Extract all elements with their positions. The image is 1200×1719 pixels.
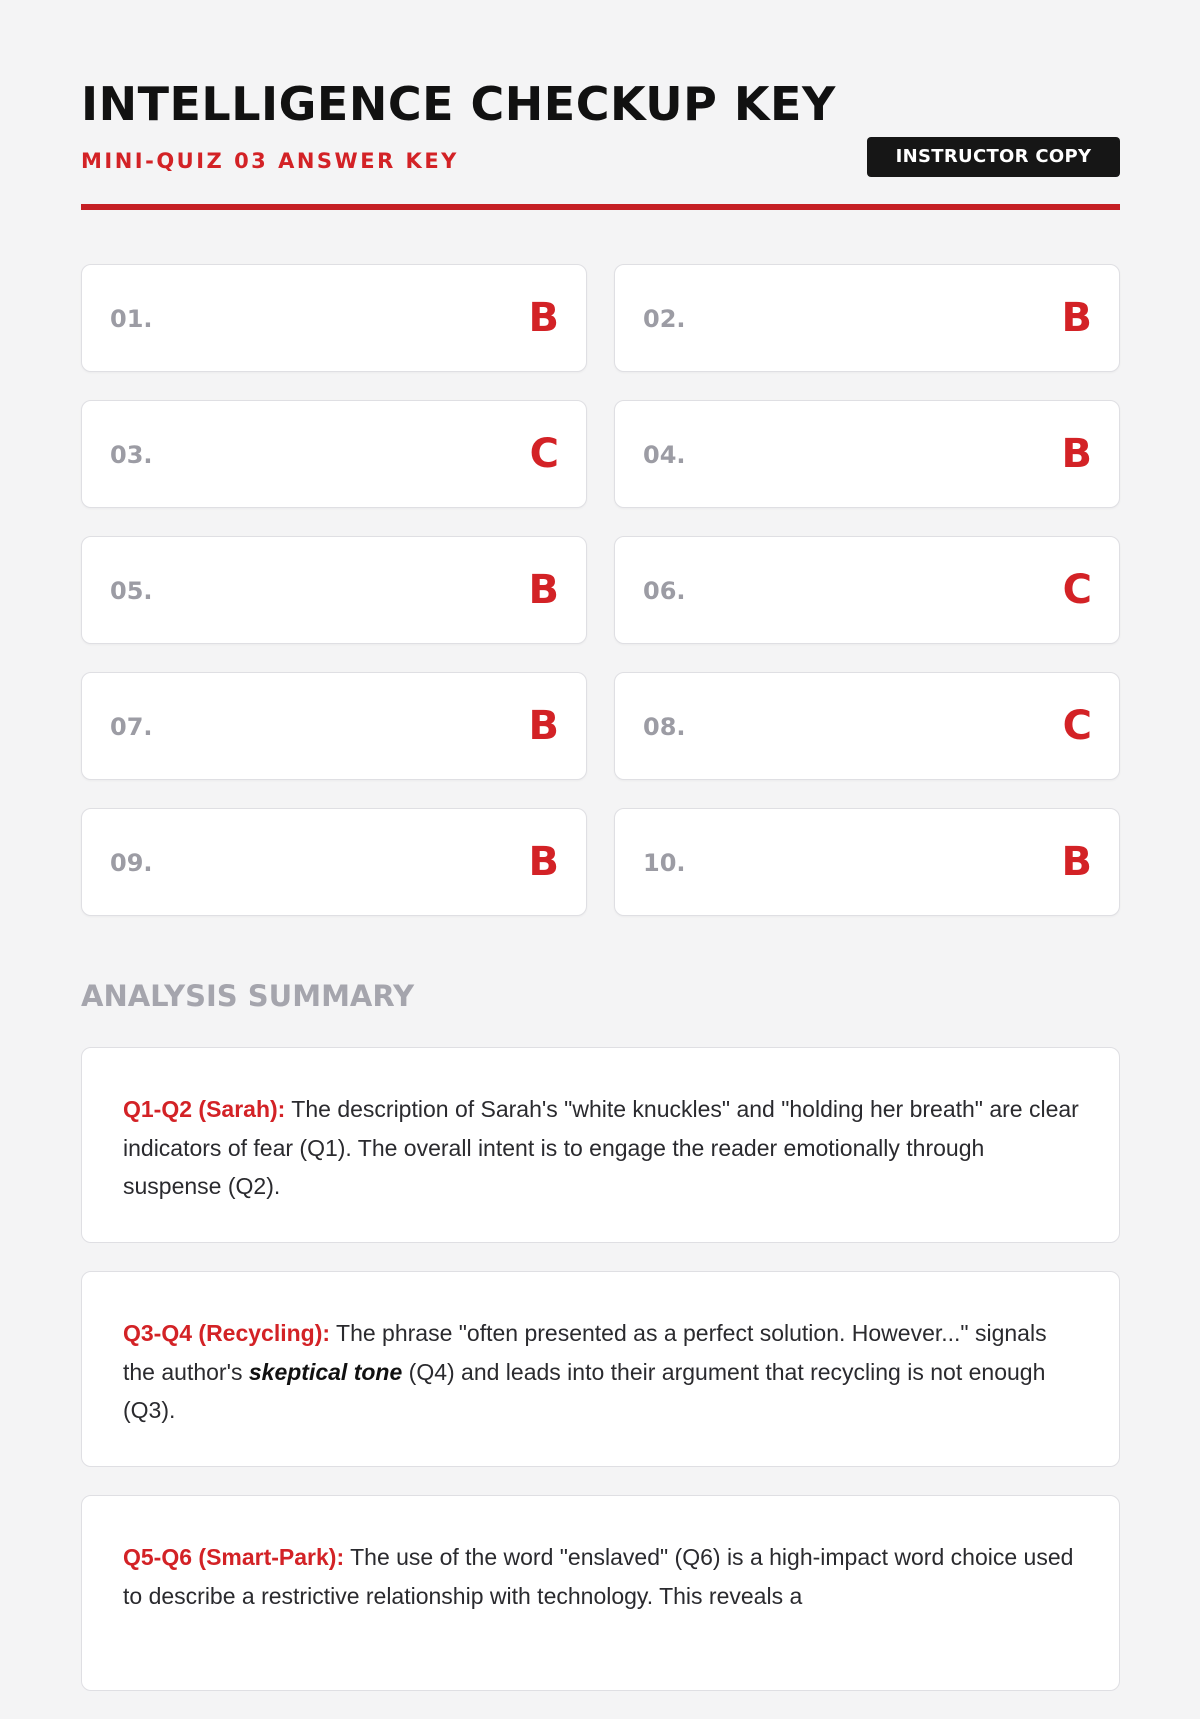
analysis-label: Q3-Q4 (Recycling): xyxy=(123,1320,331,1346)
answer-letter: C xyxy=(1062,703,1092,749)
answer-card-02 xyxy=(614,264,1120,372)
analysis-text: The use of the word "enslaved" (Q6) is a high-impact word choice used to describe a restrictive relationship with technology. This reveals a xyxy=(123,1544,1074,1609)
answer-card-07 xyxy=(81,672,587,780)
answer-letter: B xyxy=(1061,839,1092,885)
page-title: INTELLIGENCE CHECKUP KEY xyxy=(81,77,836,131)
answer-card-04 xyxy=(614,400,1120,508)
analysis-card-q3-q4 xyxy=(81,1271,1120,1467)
analysis-paragraph xyxy=(123,1538,1079,1615)
analysis-paragraph xyxy=(123,1090,1079,1206)
analysis-label: Q5-Q6 (Smart-Park): xyxy=(123,1544,345,1570)
answer-card-05 xyxy=(81,536,587,644)
answer-letter: C xyxy=(1062,567,1092,613)
question-number: 05. xyxy=(110,577,153,605)
answer-card-09 xyxy=(81,808,587,916)
question-number: 01. xyxy=(110,305,153,333)
answer-card-08 xyxy=(614,672,1120,780)
answer-letter: C xyxy=(529,431,559,477)
answer-card-03 xyxy=(81,400,587,508)
analysis-label: Q1-Q2 (Sarah): xyxy=(123,1096,286,1122)
answer-letter: B xyxy=(528,839,559,885)
answer-letter: B xyxy=(528,295,559,341)
analysis-summary-list xyxy=(81,1047,1120,1719)
question-number: 09. xyxy=(110,849,153,877)
analysis-paragraph xyxy=(123,1314,1079,1430)
question-number: 03. xyxy=(110,441,153,469)
answer-card-01 xyxy=(81,264,587,372)
page-subtitle: MINI-QUIZ 03 ANSWER KEY xyxy=(81,149,459,173)
question-number: 07. xyxy=(110,713,153,741)
analysis-text: (Q4) and leads into their argument that recycling is not enough (Q3). xyxy=(123,1358,1046,1423)
instructor-copy-badge: INSTRUCTOR COPY xyxy=(867,137,1120,177)
analysis-card-q1-q2 xyxy=(81,1047,1120,1243)
question-number: 02. xyxy=(643,305,686,333)
answer-letter: B xyxy=(1061,295,1092,341)
analysis-text: The description of Sarah's "white knuckles" and "holding her breath" are clear indicators of fear (Q1). The overall intent is to engage the reader emotionally through suspense (Q2). xyxy=(123,1096,1079,1199)
analysis-card-q5-q6 xyxy=(81,1495,1120,1691)
answer-card-10 xyxy=(614,808,1120,916)
question-number: 10. xyxy=(643,849,686,877)
analysis-emphasis: skeptical tone xyxy=(248,1358,403,1385)
answer-card-06 xyxy=(614,536,1120,644)
analysis-text: The phrase "often presented as a perfect solution. However..." signals the author's xyxy=(123,1320,1047,1385)
question-number: 04. xyxy=(643,441,686,469)
question-number: 06. xyxy=(643,577,686,605)
header-divider xyxy=(81,204,1120,210)
analysis-summary-heading: ANALYSIS SUMMARY xyxy=(81,979,415,1013)
answer-letter: B xyxy=(1061,431,1092,477)
question-number: 08. xyxy=(643,713,686,741)
answer-grid xyxy=(81,264,1120,916)
answer-letter: B xyxy=(528,567,559,613)
answer-letter: B xyxy=(528,703,559,749)
